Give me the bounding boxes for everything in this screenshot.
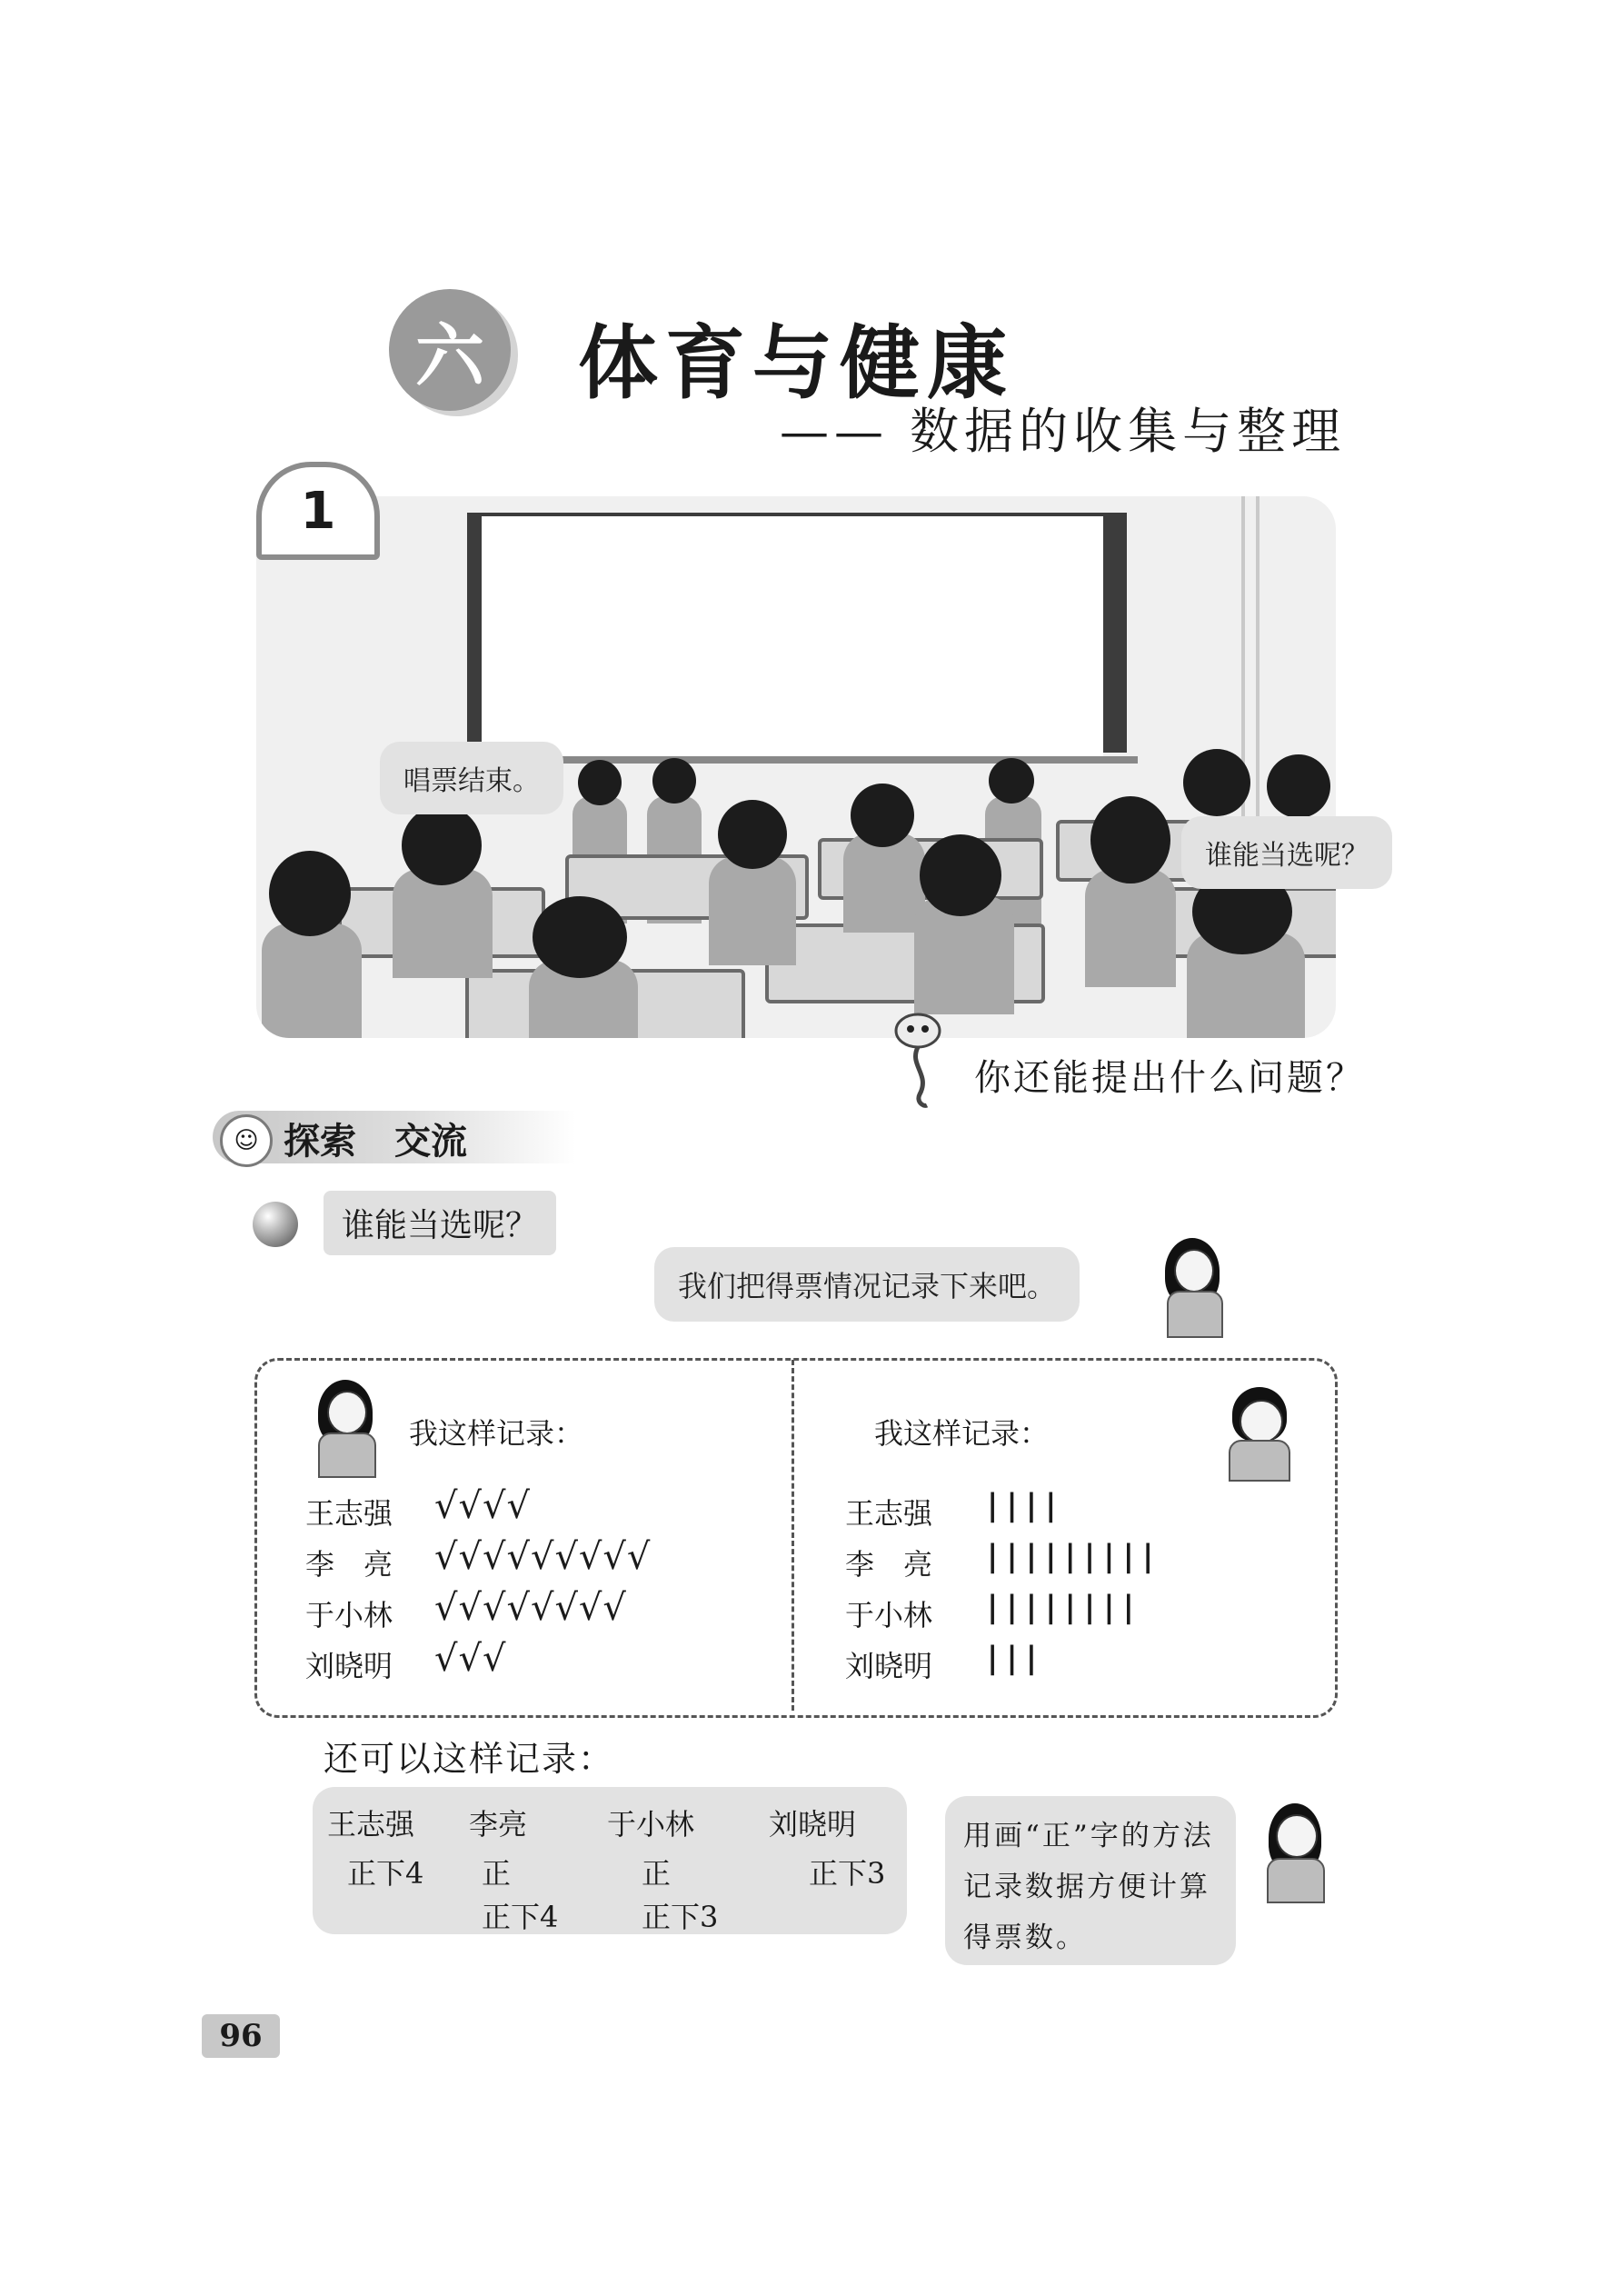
record-left-checks: √√√√√√√√ (434, 1587, 627, 1629)
zheng-mark: 正 (482, 1856, 512, 1891)
zheng-mark: 正下3 (809, 1856, 886, 1891)
girl-avatar (318, 1433, 376, 1478)
zheng-name: 于小林 (607, 1807, 695, 1842)
lesson-number-window: 1 (256, 462, 380, 560)
record-left-name: 刘晓明 (305, 1649, 393, 1683)
speech-bubble-who-elected: 谁能当选呢？ (1181, 816, 1392, 889)
student-figure (920, 834, 1001, 916)
speech-bubble-record: 我们把得票情况记录下来吧。 (654, 1247, 1080, 1322)
student-figure (652, 758, 696, 804)
zheng-explanation-bubble: 用画“正”字的方法记录数据方便计算得票数。 (945, 1796, 1236, 1965)
question-label: 谁能当选呢？ (324, 1191, 556, 1255)
student-figure (578, 760, 622, 805)
zheng-mark: 正 (642, 1856, 672, 1891)
student-figure (533, 896, 627, 978)
boy-avatar (1240, 1400, 1283, 1443)
student-figure (851, 784, 914, 847)
question-prompt: 你还能提出什么问题？ (974, 1057, 1365, 1099)
zheng-name: 李亮 (469, 1807, 528, 1842)
record-right-tallies: |||| (987, 1487, 1065, 1523)
girl-avatar (1267, 1858, 1325, 1903)
record-left-heading: 我这样记录： (409, 1416, 584, 1451)
student-figure (1183, 749, 1250, 816)
record-divider (792, 1360, 794, 1711)
student-figure (1090, 796, 1170, 883)
zheng-heading: 还可以这样记录： (324, 1739, 615, 1779)
boy-avatar (1229, 1440, 1290, 1482)
zheng-mark: 正下4 (347, 1856, 424, 1891)
zheng-name: 刘晓明 (769, 1807, 857, 1842)
record-right-tallies: ||| (987, 1640, 1046, 1676)
question-ball-icon (253, 1202, 298, 1247)
record-right-tallies: |||||||| (987, 1589, 1142, 1625)
chalk-ledge (483, 756, 1138, 764)
student-figure (989, 758, 1034, 804)
record-right-name: 李 亮 (845, 1547, 933, 1582)
record-left-name: 于小林 (305, 1598, 393, 1632)
section-title-explore: 探索 (284, 1121, 356, 1163)
student-figure (262, 923, 362, 1038)
record-right-name: 于小林 (845, 1598, 933, 1632)
record-left-name: 王志强 (305, 1496, 393, 1531)
record-right-name: 刘晓明 (845, 1649, 933, 1683)
student-figure (843, 833, 925, 933)
section-title-exchange: 交流 (394, 1121, 467, 1163)
blackboard-writing-area (482, 516, 1103, 760)
unit-number-badge: 六 (389, 289, 511, 411)
student-figure (402, 805, 482, 885)
student-figure (1267, 754, 1330, 818)
student-figure (718, 800, 787, 869)
record-left-checks: √√√√√√√√√ (434, 1536, 652, 1578)
speech-bubble-voting-ended: 唱票结束。 (380, 742, 563, 814)
record-left-checks: √√√√ (434, 1485, 531, 1527)
girl-avatar (1167, 1291, 1223, 1338)
zheng-mark: 正下4 (482, 1900, 559, 1934)
page-subtitle: —— 数据的收集与整理 (780, 403, 1347, 460)
page-title: 体育与健康 (578, 316, 1015, 410)
student-figure (1085, 869, 1176, 987)
student-figure (393, 869, 493, 978)
record-right-name: 王志强 (845, 1496, 933, 1531)
explore-exchange-icon: ☺ (220, 1114, 273, 1167)
girl-avatar (1276, 1814, 1318, 1858)
zheng-mark: 正下3 (642, 1900, 719, 1934)
mascot-icon (891, 1011, 951, 1111)
girl-avatar (1174, 1249, 1214, 1293)
record-left-checks: √√√ (434, 1638, 507, 1680)
girl-avatar (327, 1391, 367, 1434)
record-right-heading: 我这样记录： (874, 1416, 1050, 1451)
record-right-tallies: ||||||||| (987, 1538, 1162, 1574)
student-figure (709, 856, 796, 965)
record-left-name: 李 亮 (305, 1547, 393, 1582)
page-number: 96 (202, 2014, 280, 2058)
zheng-name: 王志强 (327, 1807, 415, 1842)
student-figure (269, 851, 351, 936)
